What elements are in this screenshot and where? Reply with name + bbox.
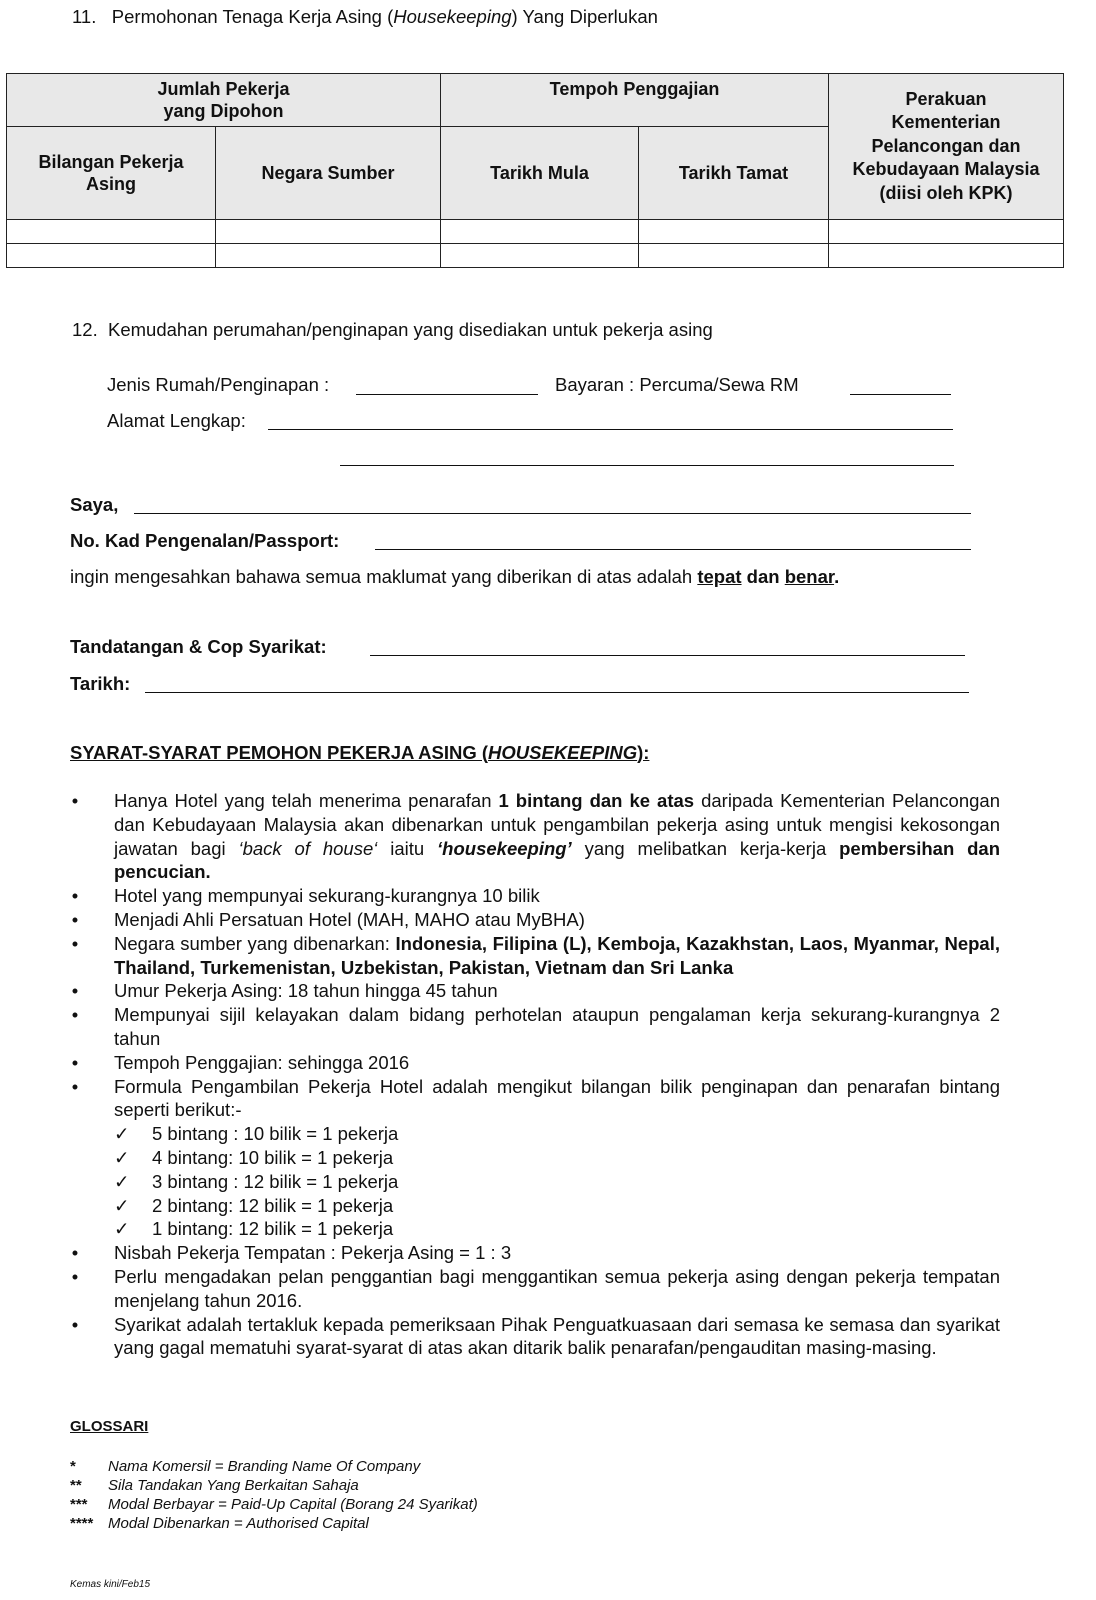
list-item: • Mempunyai sijil kelayakan dalam bidang perhotelan ataupun pengalaman kerja sekurang-kurangnya 2 tahun	[71, 1004, 1000, 1049]
section-11-title: 11. Permohonan Tenaga Kerja Asing (Housekeeping) Yang Diperlukan	[72, 6, 658, 27]
ic-passport-field[interactable]	[375, 549, 971, 550]
header-jumlah-pekerja: Jumlah Pekerja yang Dipohon	[7, 74, 441, 127]
table-row	[7, 220, 1064, 244]
signature-field[interactable]	[370, 655, 965, 656]
check-icon: ✓	[114, 1170, 130, 1192]
bayaran-label: Bayaran : Percuma/Sewa RM	[555, 374, 799, 395]
alamat-field-line-2[interactable]	[340, 465, 954, 466]
section-12-title: 12. Kemudahan perumahan/penginapan yang disediakan untuk pekerja asing	[72, 319, 713, 340]
glossary-title: GLOSSARI	[70, 1418, 149, 1435]
date-label: Tarikh:	[70, 673, 131, 694]
col-bilangan-pekerja: Bilangan Pekerja Asing	[7, 127, 216, 220]
glossary-item: ** Sila Tandakan Yang Berkaitan Sahaja	[70, 1477, 359, 1494]
list-item: • Perlu mengadakan pelan penggantian bagi menggantikan semua pekerja asing dengan pekerja tempatan menjelang tahun 2016.	[71, 1265, 1000, 1311]
alamat-field[interactable]	[268, 429, 953, 430]
foreign-worker-request-table	[6, 73, 1064, 268]
input-cell[interactable]	[216, 244, 441, 268]
input-cell[interactable]	[639, 244, 829, 268]
input-cell[interactable]	[7, 220, 216, 244]
saya-label: Saya,	[70, 494, 119, 515]
col-tarikh-tamat: Tarikh Tamat	[639, 127, 829, 220]
list-item: • Syarikat adalah tertakluk kepada pemeriksaan Pihak Penguatkuasaan dari semasa ke semasa dan syarikat yang gagal mematuhi syarat-syarat di atas akan ditarik balik penarafan/pengauditan masing-masing.	[71, 1313, 1000, 1359]
check-icon: ✓	[114, 1218, 130, 1240]
conditions-heading: SYARAT-SYARAT PEMOHON PEKERJA ASING (HOUSEKEEPING):	[70, 742, 650, 763]
table-row	[7, 244, 1064, 268]
declaration-text: ingin mengesahkan bahawa semua maklumat yang diberikan di atas adalah tepat dan benar.	[70, 566, 840, 587]
alamat-label: Alamat Lengkap:	[107, 410, 246, 431]
glossary-item: * Nama Komersil = Branding Name Of Company	[70, 1458, 421, 1475]
list-item: • Hotel yang mempunyai sekurang-kurangnya 10 bilik	[71, 885, 540, 907]
check-item: ✓ 4 bintang: 10 bilik = 1 pekerja	[114, 1146, 394, 1168]
check-item: ✓ 5 bintang : 10 bilik = 1 pekerja	[114, 1123, 399, 1145]
input-cell[interactable]	[441, 244, 639, 268]
check-item: ✓ 3 bintang : 12 bilik = 1 pekerja	[114, 1170, 399, 1192]
input-cell[interactable]	[639, 220, 829, 244]
glossary-item: *** Modal Berbayar = Paid-Up Capital (Borang 24 Syarikat)	[70, 1496, 478, 1513]
list-item: • Hanya Hotel yang telah menerima penarafan 1 bintang dan ke atas daripada Kementerian Pelancongan dan Kebudayaan Malaysia akan dibenarkan untuk pengambilan pekerja asing untuk mengisi kekosongan jawatan bagi ‘back of house‘ iaitu ‘housekeeping’ yang melibatkan kerja-kerja pembersihan dan pencucian.	[71, 790, 1001, 883]
saya-field[interactable]	[134, 513, 971, 514]
col-negara-sumber: Negara Sumber	[216, 127, 441, 220]
input-cell[interactable]	[829, 244, 1064, 268]
header-tempoh-penggajian: Tempoh Penggajian	[441, 74, 829, 127]
check-item: ✓ 2 bintang: 12 bilik = 1 pekerja	[114, 1194, 394, 1216]
input-cell[interactable]	[441, 220, 639, 244]
bayaran-field[interactable]	[850, 394, 951, 395]
list-item: • Negara sumber yang dibenarkan: Indonesia, Filipina (L), Kemboja, Kazakhstan, Laos, Myanmar, Nepal, Thailand, Turkemenistan, Uzbekistan, Pakistan, Vietnam dan Sri Lanka	[71, 932, 1000, 978]
date-field[interactable]	[145, 692, 969, 693]
list-item: • Tempoh Penggajian: sehingga 2016	[71, 1051, 410, 1073]
list-item: • Umur Pekerja Asing: 18 tahun hingga 45 tahun	[71, 980, 498, 1002]
glossary-item: **** Modal Dibenarkan = Authorised Capital	[70, 1515, 369, 1532]
check-item: ✓ 1 bintang: 12 bilik = 1 pekerja	[114, 1218, 394, 1240]
ic-passport-label: No. Kad Pengenalan/Passport:	[70, 530, 340, 551]
signature-label: Tandatangan & Cop Syarikat:	[70, 636, 327, 657]
list-item: • Menjadi Ahli Persatuan Hotel (MAH, MAHO atau MyBHA)	[71, 908, 585, 930]
input-cell[interactable]	[216, 220, 441, 244]
input-cell[interactable]	[7, 244, 216, 268]
jenis-rumah-label: Jenis Rumah/Penginapan :	[107, 374, 330, 395]
check-icon: ✓	[114, 1194, 130, 1216]
check-icon: ✓	[114, 1146, 130, 1168]
jenis-rumah-field[interactable]	[356, 394, 538, 395]
list-item: • Formula Pengambilan Pekerja Hotel adalah mengikut bilangan bilik penginapan dan penarafan bintang seperti berikut:-	[71, 1075, 1000, 1121]
conditions-list	[68, 789, 1000, 1360]
footer-version: Kemas kini/Feb15	[70, 1579, 151, 1590]
list-item: • Nisbah Pekerja Tempatan : Pekerja Asing = 1 : 3	[71, 1242, 512, 1264]
header-perakuan-kpk: Perakuan Kementerian Pelancongan dan Kebudayaan Malaysia (diisi oleh KPK)	[829, 74, 1064, 220]
input-cell[interactable]	[829, 220, 1064, 244]
check-icon: ✓	[114, 1123, 130, 1145]
col-tarikh-mula: Tarikh Mula	[441, 127, 639, 220]
